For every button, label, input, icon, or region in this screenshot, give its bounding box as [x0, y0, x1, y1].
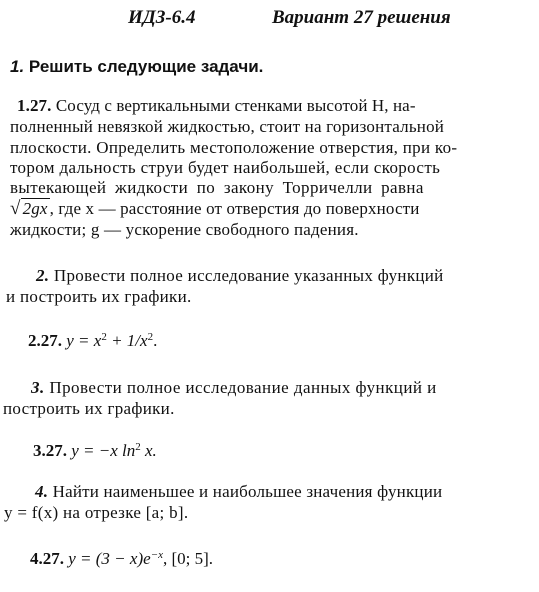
- problem-1-27-line-2: полненный невязкой жидкостью, стоит на горизонтальной: [10, 117, 445, 136]
- problem-3-27-formula-a: y = −x ln: [71, 441, 136, 460]
- sqrt-symbol: √: [10, 198, 21, 219]
- problem-2-27: [28, 331, 157, 351]
- problem-2-27-formula-b: + 1/x: [106, 331, 148, 350]
- assignment-title: ИДЗ-6.4: [128, 7, 196, 28]
- section-3-line-1: [31, 378, 437, 398]
- problem-1-27-line-5: вытекающей жидкости по закону Торричелли равна: [10, 178, 424, 197]
- problem-4-27-formula-b: , [0; 5].: [162, 549, 214, 568]
- problem-4-27-formula-a: y = (3 − x)e: [68, 549, 151, 568]
- problem-1-27-line-6: [10, 199, 420, 219]
- section-2-line-1: [36, 266, 444, 286]
- sqrt-argument: 2gx: [22, 199, 48, 218]
- problem-4-27: [30, 549, 213, 569]
- section-1-heading: [10, 57, 263, 77]
- section-2-number: 2.: [36, 266, 50, 285]
- problem-4-27-label: 4.27.: [30, 549, 64, 568]
- section-3-text-1: Провести полное исследование данных функций и: [49, 378, 437, 397]
- section-4-line-1: [35, 482, 442, 502]
- problem-1-27-line-4: тором дальность струи будет наибольшей, если скорость: [10, 158, 441, 177]
- problem-1-27-number: 1.27.: [17, 96, 52, 115]
- problem-3-27-exp: 2: [135, 441, 141, 453]
- problem-3-27-formula-b: x.: [140, 441, 157, 460]
- problem-3-27-label: 3.27.: [33, 441, 67, 460]
- variant-title: Вариант 27 решения: [272, 7, 451, 28]
- problem-1-27-line-3: плоскости. Определить местоположение отверстия, при ко-: [10, 138, 458, 157]
- problem-2-27-exp-2: 2: [147, 331, 154, 343]
- problem-1-27-line-1: [17, 96, 416, 116]
- problem-2-27-label: 2.27.: [28, 331, 62, 350]
- problem-2-27-exp-1: 2: [101, 331, 107, 343]
- section-4-text-1: Найти наименьшее и наибольшее значения функции: [52, 482, 443, 501]
- problem-3-27: [33, 441, 157, 461]
- problem-1-27-text-1: Сосуд с вертикальными стенками высотой H, на-: [55, 96, 416, 115]
- section-4-line-2: y = f(x) на отрезке [a; b].: [4, 503, 189, 522]
- section-3-number: 3.: [31, 378, 45, 397]
- problem-4-27-exp: −x: [150, 549, 163, 561]
- section-2-text-1: Провести полное исследование указанных функций: [53, 266, 444, 285]
- problem-1-27-line-7: жидкости; g — ускорение свободного падения.: [10, 220, 359, 239]
- section-1-text: Решить следующие задачи.: [28, 57, 264, 76]
- problem-2-27-formula-a: y = x: [66, 331, 102, 350]
- problem-2-27-formula-c: .: [153, 331, 158, 350]
- section-3-line-2: построить их графики.: [3, 399, 175, 418]
- section-1-number: 1.: [10, 57, 25, 76]
- section-4-number: 4.: [35, 482, 49, 501]
- section-2-line-2: и построить их графики.: [6, 287, 192, 306]
- problem-1-27-text-6: , где x — расстояние от отверстия до поверхности: [49, 199, 420, 218]
